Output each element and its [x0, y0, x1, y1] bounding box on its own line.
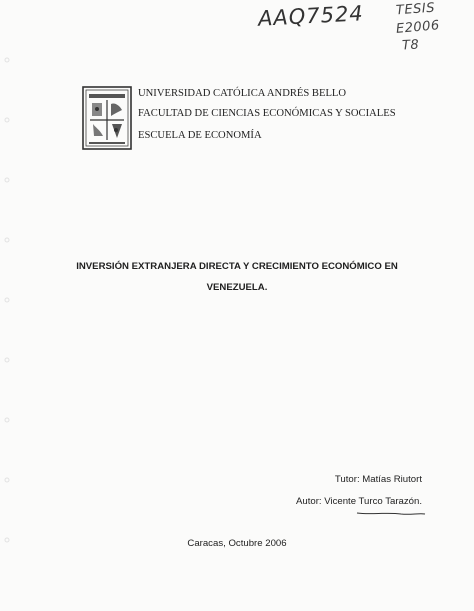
binding-marks — [4, 40, 10, 580]
handwritten-note-line-1: TESIS — [395, 0, 436, 19]
place-and-date: Caracas, Octubre 2006 — [187, 538, 287, 549]
thesis-title-line-2: VENEZUELA. — [206, 282, 268, 293]
university-seal-logo — [82, 86, 132, 150]
school-name: ESCUELA DE ECONOMÍA — [138, 130, 262, 141]
author-credit: Autor: Vicente Turco Tarazón. — [295, 496, 422, 507]
handwritten-note-line-2: E2006 — [395, 18, 441, 37]
tutor-credit: Tutor: Matías Riutort — [334, 474, 422, 485]
thesis-title-line-1: INVERSIÓN EXTRANJERA DIRECTA Y CRECIMIENTO ECONÓMICO EN — [76, 261, 398, 272]
handwritten-note-line-3: T8 — [401, 37, 420, 54]
university-name: UNIVERSIDAD CATÓLICA ANDRÉS BELLO — [138, 88, 347, 99]
faculty-name: FACULTAD DE CIENCIAS ECONÓMICAS Y SOCIALES — [138, 108, 396, 119]
handwritten-catalog-number: AAQ7524 — [257, 1, 365, 31]
handwritten-underline — [356, 510, 426, 516]
